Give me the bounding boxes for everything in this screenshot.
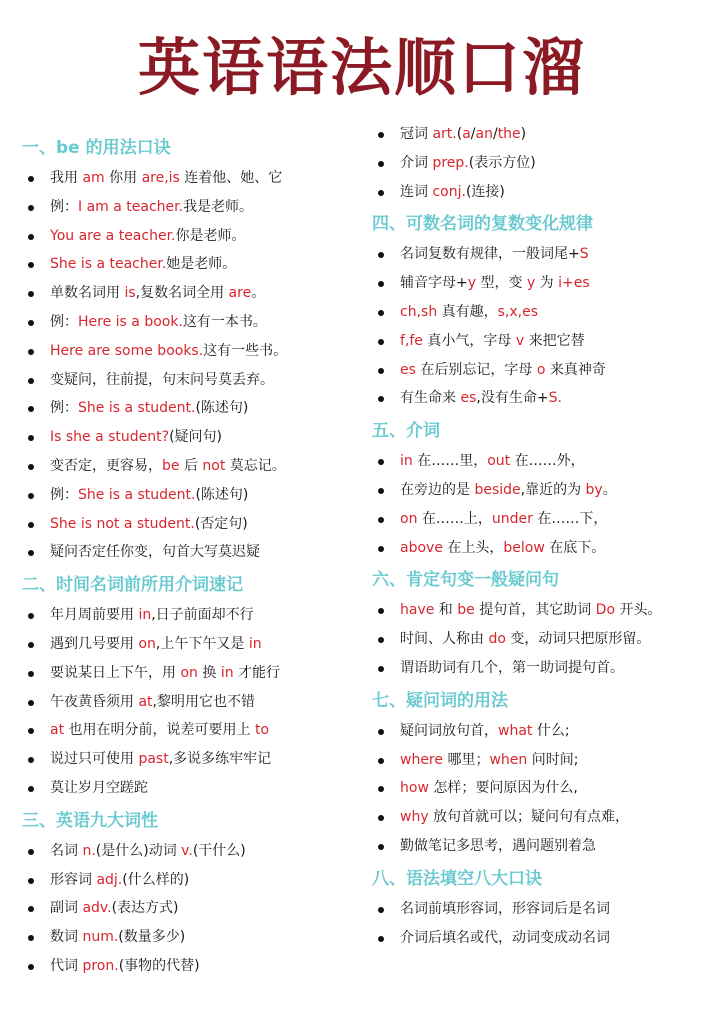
highlight-text: v <box>515 332 525 349</box>
highlight-text: on <box>400 510 418 527</box>
text: 介词 <box>400 154 433 171</box>
text: 这有一些书。 <box>203 342 288 359</box>
text: 真小气，字母 <box>422 332 516 349</box>
section-heading-prepositions: 五、介词 <box>372 421 440 442</box>
highlight-text: a <box>462 126 471 142</box>
list-item <box>22 745 352 774</box>
text: 冠词 <box>400 126 433 142</box>
list-item <box>372 447 717 476</box>
highlight-text: be <box>457 602 475 619</box>
list-item <box>372 534 717 563</box>
text: / <box>492 126 498 142</box>
list-item <box>22 837 352 866</box>
highlight-text: how <box>400 780 429 797</box>
list-item <box>22 222 352 251</box>
list-item <box>22 716 352 745</box>
list-item <box>22 193 352 222</box>
text: (什么样的) <box>122 871 190 888</box>
text: 也用在明分前，说差可要用上 <box>64 722 255 739</box>
list-item <box>372 149 717 178</box>
highlight-text: She is a teacher. <box>50 256 167 273</box>
text: (否定句) <box>194 515 248 532</box>
section-heading-parts-of-speech: 三、英语九大词性 <box>22 810 158 831</box>
highlight-text: not <box>202 457 226 474</box>
text: 问时间; <box>527 751 579 768</box>
highlight-text: f,fe <box>400 332 423 349</box>
highlight-text: are,is <box>141 170 180 186</box>
text: 连着他、她、它 <box>179 170 283 186</box>
text: 什么; <box>532 722 570 739</box>
text: (数量多少) <box>118 929 186 946</box>
highlight-text: y <box>526 275 536 292</box>
text: 莫让岁月空蹉跎 <box>50 779 148 796</box>
list-item <box>22 481 352 510</box>
text: 疑问词放句首， <box>400 722 498 739</box>
text: 时间、人称由 <box>400 631 489 648</box>
bullet-list <box>22 164 352 567</box>
highlight-text: S <box>579 246 589 263</box>
highlight-text: be <box>162 457 180 474</box>
highlight-text: Here is a book. <box>78 313 183 330</box>
text: 开头。 <box>615 602 662 619</box>
text: 在后别忘记，字母 <box>415 361 537 378</box>
section-heading-plural-nouns: 四、可数名词的复数变化规律 <box>372 214 593 235</box>
highlight-text: am <box>82 170 105 186</box>
list-item <box>22 630 352 659</box>
text: 要说某日上下午，用 <box>50 664 181 681</box>
highlight-text: adj. <box>96 871 123 888</box>
section-heading-be: 一、be 的用法口诀 <box>22 138 171 158</box>
text: ) <box>520 126 527 142</box>
section-heading-cloze-tips: 八、语法填空八大口诀 <box>372 868 542 889</box>
highlight-text: pron. <box>82 957 119 974</box>
highlight-text: es <box>460 390 477 407</box>
text: 勤做笔记多思考，遇问题别着急 <box>400 837 596 854</box>
list-item <box>372 476 717 505</box>
highlight-text: art. <box>432 126 457 142</box>
list-item <box>372 384 717 413</box>
list-item <box>22 337 352 366</box>
bullet-list <box>372 240 717 413</box>
text: ,上午下午又是 <box>155 635 249 652</box>
text: 为 <box>535 275 559 292</box>
list-item <box>372 240 717 269</box>
list-item <box>372 717 717 746</box>
text: / <box>470 126 476 142</box>
highlight-text: to <box>254 722 270 739</box>
text: 在……外， <box>510 453 585 470</box>
text: 介词后填名或代，动词变成动名词 <box>400 929 610 946</box>
list-item <box>22 366 352 395</box>
text: (陈述句) <box>195 486 249 503</box>
highlight-text: under <box>491 510 533 527</box>
text: ,靠近的为 <box>520 481 586 498</box>
highlight-text: where <box>400 751 443 768</box>
text: 放句首就可以；疑问句有点难， <box>428 809 630 826</box>
text: 辅音字母+ <box>400 275 468 292</box>
section-heading-question-words: 七、疑问词的用法 <box>372 690 508 711</box>
bullet-list <box>372 596 717 682</box>
highlight-text: above <box>400 539 443 556</box>
text: 你用 <box>104 170 142 186</box>
section-heading-questions: 六、肯定句变一般疑问句 <box>372 570 559 591</box>
text: (陈述句) <box>195 400 249 417</box>
text: 。 <box>602 481 617 498</box>
text: 连词 <box>400 183 433 200</box>
text: 怎样；要问原因为什么, <box>428 780 578 797</box>
text: 和 <box>434 602 458 619</box>
highlight-text: num. <box>82 929 119 946</box>
text: 莫忘记。 <box>225 457 286 474</box>
bullet-list <box>372 447 717 562</box>
highlight-text: n. <box>82 842 96 859</box>
highlight-text: Do <box>595 602 616 619</box>
text: (是什么)动词 <box>95 842 182 859</box>
text: 例： <box>50 313 78 330</box>
text: 在底下。 <box>544 539 606 556</box>
text: 名词 <box>50 842 83 859</box>
text: (疑问句) <box>169 429 223 446</box>
text: 变否定，更容易， <box>50 457 162 474</box>
list-item <box>22 601 352 630</box>
list-item <box>372 895 717 924</box>
text: 有生命来 <box>400 390 461 407</box>
list-item <box>372 924 717 953</box>
section-heading-time-prepositions: 二、时间名词前所用介词速记 <box>22 575 243 596</box>
highlight-text: She is not a student. <box>50 515 195 532</box>
highlight-text: are <box>228 285 252 302</box>
text: 年月周前要用 <box>50 607 139 624</box>
highlight-text: when <box>489 751 528 768</box>
list-item <box>372 654 717 683</box>
bullet-list <box>22 837 352 981</box>
highlight-text: ch,sh <box>400 303 438 320</box>
list-item <box>372 832 717 861</box>
left-column <box>22 128 352 981</box>
highlight-text: what <box>498 722 533 739</box>
list-item <box>22 923 352 952</box>
text: 才能行 <box>233 664 281 681</box>
highlight-text: the <box>497 126 521 142</box>
highlight-text: in <box>400 453 413 470</box>
text: (连接) <box>465 183 505 200</box>
list-item <box>372 120 717 149</box>
text: 这有一本书。 <box>182 313 267 330</box>
text: 副词 <box>50 900 83 917</box>
highlight-text: I am a teacher. <box>78 198 184 215</box>
list-item <box>22 423 352 452</box>
list-item <box>22 774 352 803</box>
text: 来真神奇 <box>545 361 606 378</box>
text: 在上头， <box>442 539 504 556</box>
highlight-text: She is a student. <box>78 486 196 503</box>
list-item <box>22 688 352 717</box>
text: ,日子前面却不行 <box>151 607 254 624</box>
list-item <box>22 510 352 539</box>
right-column <box>372 120 717 952</box>
highlight-text: y <box>467 275 477 292</box>
highlight-text: in <box>220 664 234 681</box>
list-item <box>22 279 352 308</box>
text: 在……里， <box>412 453 488 470</box>
text: 单数名词用 <box>50 285 125 302</box>
list-item <box>372 596 717 625</box>
text: 名词前填形容词，形容词后是名词 <box>400 900 610 917</box>
text: 例： <box>50 400 78 417</box>
text: 谓语助词有几个，第一助词提句首。 <box>400 659 624 676</box>
text: 数词 <box>50 929 83 946</box>
text: 说过只可使用 <box>50 751 139 768</box>
highlight-text: es <box>400 361 416 378</box>
highlight-text: is <box>124 285 136 302</box>
page-title: 英语语法顺口溜 <box>137 31 586 104</box>
highlight-text: by <box>585 481 603 498</box>
highlight-text: in <box>138 607 152 624</box>
list-item <box>22 866 352 895</box>
highlight-text: i+es <box>558 275 590 292</box>
list-item <box>22 164 352 193</box>
highlight-text: why <box>400 809 429 826</box>
text: 遇到几号要用 <box>50 635 139 652</box>
list-item <box>22 538 352 567</box>
text: 来把它替 <box>524 332 585 349</box>
list-item <box>22 308 352 337</box>
bullet-list <box>372 120 717 206</box>
text: 在……上， <box>417 510 492 527</box>
highlight-text: on <box>138 635 156 652</box>
text: 提句首，其它助词 <box>474 602 596 619</box>
text: 在旁边的是 <box>400 481 475 498</box>
highlight-text: out <box>487 453 511 470</box>
highlight-text: in <box>248 635 262 652</box>
text: 真有趣， <box>437 303 498 320</box>
list-item <box>22 894 352 923</box>
highlight-text: o <box>536 361 546 378</box>
list-item <box>372 746 717 775</box>
list-item <box>372 803 717 832</box>
highlight-text: conj. <box>432 183 466 200</box>
highlight-text: below <box>503 539 545 556</box>
highlight-text: at <box>50 722 65 739</box>
text: (表达方式) <box>111 900 179 917</box>
highlight-text: She is a student. <box>78 400 196 417</box>
text: 她是老师。 <box>166 256 237 273</box>
text: ,多说多练牢牢记 <box>168 751 272 768</box>
text: 。 <box>251 285 266 302</box>
list-item <box>22 659 352 688</box>
list-item <box>22 452 352 481</box>
highlight-text: past <box>138 751 169 768</box>
highlight-text: s,x,es <box>497 303 539 320</box>
list-item <box>372 269 717 298</box>
text: ,复数名词全用 <box>135 285 229 302</box>
text: (干什么) <box>192 842 246 859</box>
highlight-text: adv. <box>82 900 112 917</box>
text: ( <box>456 126 463 142</box>
highlight-text: Is she a student? <box>50 429 170 446</box>
text: 变，动词只把原形留。 <box>505 631 651 648</box>
highlight-text: S. <box>548 390 562 407</box>
text: 在……下， <box>532 510 608 527</box>
text: 哪里； <box>443 751 490 768</box>
text: 后 <box>179 457 203 474</box>
text: 变疑问，往前提，句末问号莫丢弃。 <box>50 371 274 388</box>
text: 形容词 <box>50 871 97 888</box>
highlight-text: on <box>180 664 198 681</box>
list-item <box>372 178 717 207</box>
highlight-text: an <box>475 126 493 142</box>
text: 疑问否定任你变，句首大写莫迟疑 <box>50 544 260 561</box>
list-item <box>22 250 352 279</box>
text: ,黎明用它也不错 <box>152 693 255 710</box>
bullet-list <box>372 717 717 861</box>
text: 例： <box>50 486 78 503</box>
text: 换 <box>197 664 221 681</box>
highlight-text: at <box>138 693 153 710</box>
list-item <box>372 625 717 654</box>
text: (表示方位) <box>468 154 536 171</box>
highlight-text: Here are some books. <box>50 342 204 359</box>
list-item <box>372 356 717 385</box>
bullet-list <box>372 895 717 953</box>
text: 我是老师。 <box>183 198 254 215</box>
highlight-text: prep. <box>432 154 469 171</box>
bullet-list <box>22 601 352 803</box>
text: 你是老师。 <box>175 227 246 244</box>
text: 午夜黄昏须用 <box>50 693 139 710</box>
text: ,没有生命+ <box>476 390 549 407</box>
list-item <box>372 327 717 356</box>
text: 例： <box>50 198 78 215</box>
list-item <box>22 394 352 423</box>
text: 型，变 <box>476 275 527 292</box>
highlight-text: have <box>400 602 435 619</box>
highlight-text: v. <box>181 842 193 859</box>
list-item <box>372 298 717 327</box>
text: 代词 <box>50 957 83 974</box>
list-item <box>372 774 717 803</box>
text: 我用 <box>50 170 83 186</box>
highlight-text: You are a teacher. <box>50 227 176 244</box>
text: (事物的代替) <box>118 957 200 974</box>
highlight-text: beside <box>474 481 521 498</box>
list-item <box>372 505 717 534</box>
highlight-text: do <box>488 631 506 648</box>
text: 名词复数有规律，一般词尾+ <box>400 246 580 263</box>
list-item <box>22 952 352 981</box>
